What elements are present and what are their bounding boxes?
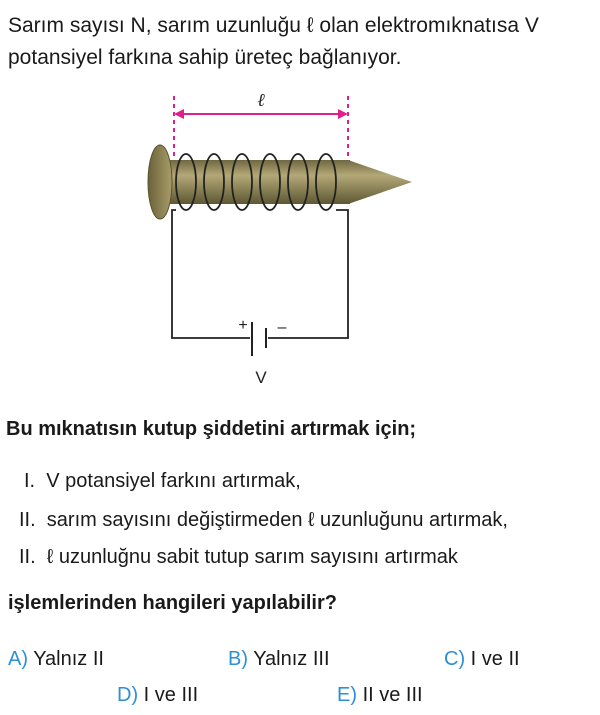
length-label: ℓ [257, 90, 265, 111]
choice-d[interactable] [117, 684, 198, 707]
statement-3-roman: II. [19, 546, 36, 568]
statement-3-text: ℓ uzunluğnu sabit tutup sarım sayısını artırmak [46, 546, 458, 568]
statement-2-text: sarım sayısını değiştirmeden ℓ uzunluğunu artırmak, [46, 509, 508, 531]
question-stem: Bu mıknatısın kutup şiddetini artırmak için; [6, 418, 417, 440]
choice-c[interactable] [444, 648, 520, 671]
question-line-1: Sarım sayısı N, sarım uzunluğu ℓ olan elektromıknatısa V [8, 14, 539, 37]
choice-a-text: Yalnız II [33, 648, 104, 670]
plus-sign: + [238, 317, 248, 334]
choice-d-text: I ve III [143, 684, 199, 706]
choice-b-text: Yalnız III [253, 648, 330, 670]
statement-2 [19, 509, 508, 532]
choice-b[interactable] [228, 648, 330, 671]
choice-c-text: I ve II [470, 648, 520, 670]
choice-b-letter: B) [228, 648, 248, 670]
battery-symbol [252, 322, 266, 356]
question-closing: işlemlerinden hangileri yapılabilir? [8, 592, 337, 614]
choice-e-text: II ve III [362, 684, 423, 706]
statement-1-text: V potansiyel farkını artırmak, [46, 470, 301, 492]
choice-d-letter: D) [117, 684, 139, 706]
choice-a-letter: A) [8, 648, 28, 670]
electromagnet-figure [140, 86, 430, 396]
minus-sign: – [277, 319, 287, 336]
choice-e-letter: E) [337, 684, 357, 706]
question-line-2: potansiyel farkına sahip üreteç bağlanıyor. [8, 46, 402, 69]
statement-1 [24, 470, 301, 493]
statement-2-roman: II. [19, 509, 36, 531]
choice-a[interactable] [8, 648, 104, 671]
statement-3 [19, 546, 458, 569]
choice-e[interactable] [337, 684, 423, 707]
choice-c-letter: C) [444, 648, 466, 670]
statement-1-roman: I. [24, 470, 36, 492]
voltage-label: V [255, 368, 267, 387]
